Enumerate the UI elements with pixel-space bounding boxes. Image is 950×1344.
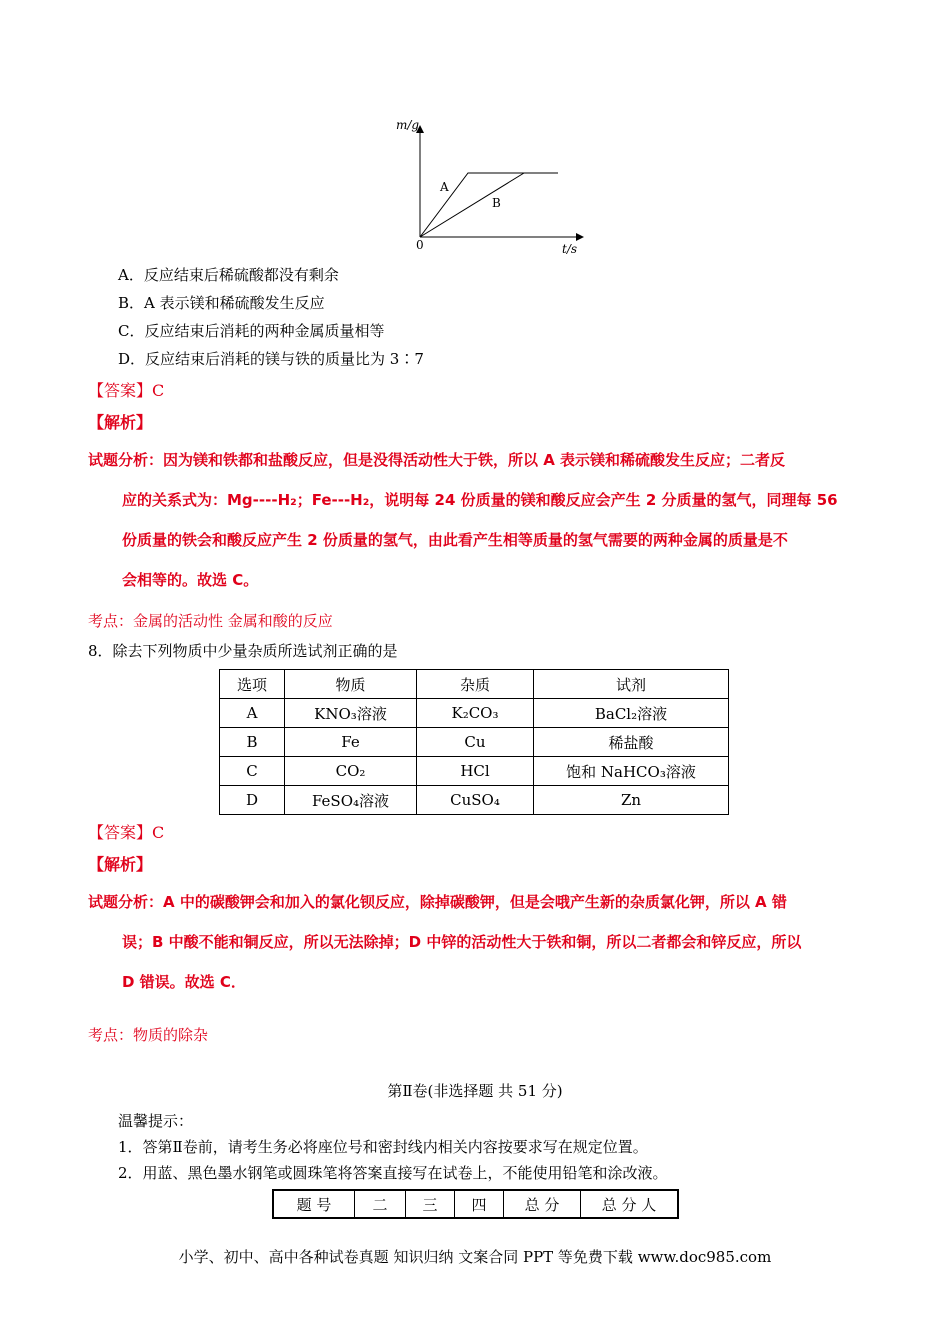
table-cell: HCl [417, 757, 534, 786]
q8-analysis-line-3: D 错误。故选 C． [122, 973, 246, 991]
table-cell: Fe [285, 728, 417, 757]
curve-b-label: B [492, 196, 501, 210]
origin-label: 0 [416, 238, 424, 252]
q7-analysis-heading: 【解析】 [88, 413, 153, 432]
table-cell: CO₂ [285, 757, 417, 786]
score-cell: 总 分 [504, 1190, 581, 1218]
q7-analysis-line-4: 会相等的。故选 C。 [122, 571, 259, 589]
q8-analysis-heading: 【解析】 [88, 855, 153, 874]
table-cell: A [220, 699, 285, 728]
score-cell: 题 号 [273, 1190, 355, 1218]
q7-kaodian: 考点：金属的活动性 金属和酸的反应 [88, 612, 333, 630]
header-cell: 选项 [220, 670, 285, 699]
table-cell: 稀盐酸 [534, 728, 729, 757]
table-cell: C [220, 757, 285, 786]
part2-tip-2: 2．用蓝、黑色墨水钢笔或圆珠笔将答案直接写在试卷上，不能使用铅笔和涂改液。 [118, 1164, 668, 1182]
table-row [220, 728, 729, 757]
q7-option-c: C．反应结束后消耗的两种金属质量相等 [118, 322, 385, 340]
score-cell: 四 [455, 1190, 504, 1218]
table-cell: K₂CO₃ [417, 699, 534, 728]
curve-b [420, 173, 524, 237]
q7-analysis-line-2: 应的关系式为：Mg----H₂；Fe---H₂，说明每 24 份质量的镁和酸反应会产生 2 分质量的氢气，同理每 56 [122, 491, 838, 509]
q7-analysis-text [88, 440, 878, 600]
q8-analysis-text [88, 882, 878, 1002]
footer: 小学、初中、高中各种试卷真题 知识归纳 文案合同 PPT 等免费下载 www.doc985.com [178, 1248, 772, 1266]
table-header-row [220, 670, 729, 699]
score-cell: 总 分 人 [581, 1190, 679, 1218]
curve-a-label: A [440, 180, 449, 194]
q8-analysis-line-1: 试题分析：A 中的碳酸钾会和加入的氯化钡反应，除掉碳酸钾，但是会哦产生新的杂质氯化钾，所以 A 错 [88, 893, 787, 911]
part2-tip-heading: 温馨提示： [118, 1112, 194, 1130]
q8-answer: 【答案】C [88, 823, 165, 842]
table-row [220, 786, 729, 815]
table-cell: B [220, 728, 285, 757]
x-axis-label: t/s [562, 242, 578, 256]
q8-kaodian: 考点：物质的除杂 [88, 1026, 209, 1044]
table-cell: BaCl₂溶液 [534, 699, 729, 728]
table-cell: FeSO₄溶液 [285, 786, 417, 815]
q8-analysis-line-2: 误；B 中酸不能和铜反应，所以无法除掉；D 中锌的活动性大于铁和铜，所以二者都会和锌反应，所以 [122, 933, 802, 951]
score-cell: 三 [406, 1190, 455, 1218]
y-axis-label: m/g [396, 118, 420, 132]
header-cell: 物质 [285, 670, 417, 699]
score-header-row [273, 1190, 678, 1218]
part2-tip-1: 1．答第Ⅱ卷前，请考生务必将座位号和密封线内相关内容按要求写在规定位置。 [118, 1138, 648, 1156]
table-row [220, 757, 729, 786]
q7-answer: 【答案】C [88, 381, 165, 400]
score-cell: 二 [355, 1190, 406, 1218]
reaction-graph [390, 115, 590, 260]
table-row [220, 699, 729, 728]
q7-option-b: B．A 表示镁和稀硫酸发生反应 [118, 294, 325, 312]
q7-analysis-line-3: 份质量的铁会和酸反应产生 2 份质量的氢气，由此看产生相等质量的氢气需要的两种金属的质量是不 [122, 531, 788, 549]
q7-analysis-line-1: 试题分析：因为镁和铁都和盐酸反应，但是没得活动性大于铁，所以 A 表示镁和稀硫酸发生反应；二者反 [88, 451, 786, 469]
table-cell: D [220, 786, 285, 815]
table-cell: Cu [417, 728, 534, 757]
table-cell: Zn [534, 786, 729, 815]
q7-option-d: D．反应结束后消耗的镁与铁的质量比为 3∶7 [118, 350, 424, 368]
header-cell: 试剂 [534, 670, 729, 699]
q8-options-table [219, 669, 729, 815]
score-table [272, 1189, 679, 1219]
q7-option-a: A．反应结束后稀硫酸都没有剩余 [118, 266, 339, 284]
header-cell: 杂质 [417, 670, 534, 699]
part2-title: 第Ⅱ卷(非选择题 共 51 分) [387, 1082, 563, 1100]
table-cell: CuSO₄ [417, 786, 534, 815]
q8-stem: 8．除去下列物质中少量杂质所选试剂正确的是 [88, 642, 398, 660]
table-cell: 饱和 NaHCO₃溶液 [534, 757, 729, 786]
table-cell: KNO₃溶液 [285, 699, 417, 728]
